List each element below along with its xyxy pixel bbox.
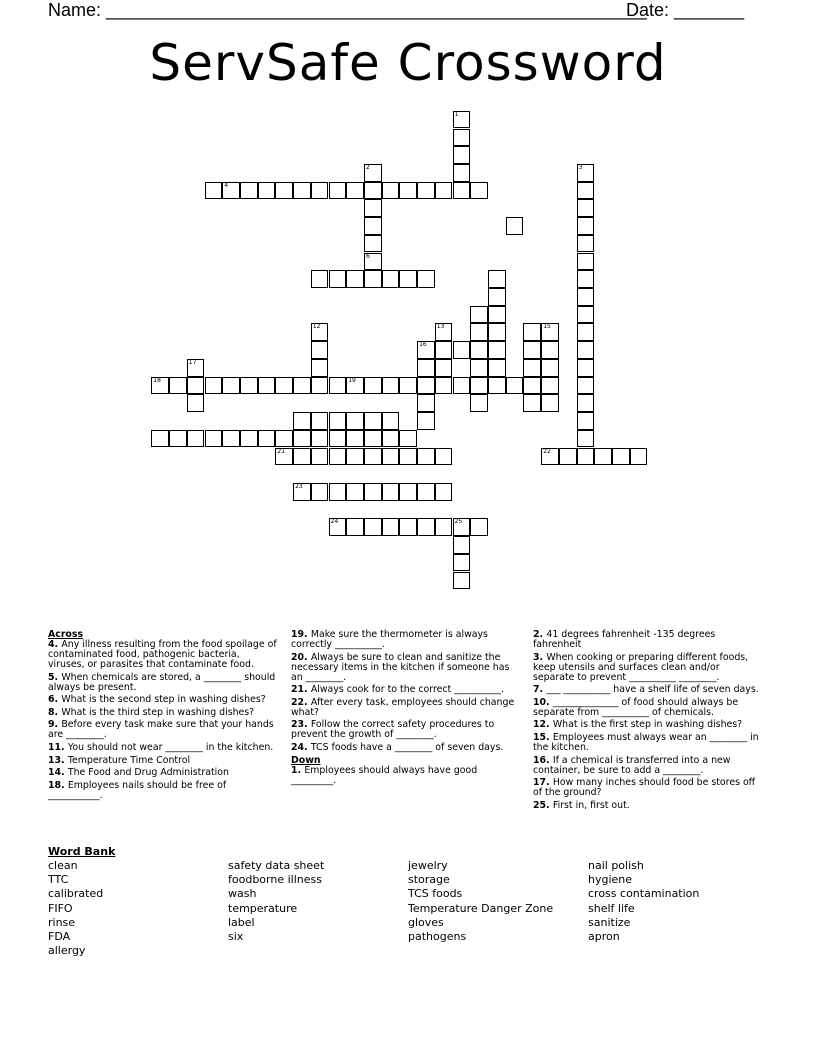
crossword-cell[interactable]	[488, 270, 506, 288]
crossword-cell[interactable]	[506, 377, 524, 395]
clue-number: 25.	[533, 799, 553, 811]
crossword-cell[interactable]	[470, 323, 488, 341]
word-bank-column	[228, 859, 324, 944]
crossword-cell[interactable]	[417, 448, 435, 466]
clue-number: 16.	[533, 754, 553, 766]
word-bank-title: Word Bank	[48, 845, 116, 858]
clue-text: After every task, employees should change what?	[291, 696, 515, 718]
clue-item	[48, 743, 278, 753]
word-bank-item: rinse	[48, 915, 76, 929]
clue-text: The Food and Drug Administration	[67, 767, 229, 779]
page-title: ServSafe Crossword	[149, 34, 667, 92]
crossword-cell[interactable]	[577, 323, 595, 341]
word-bank-item: wash	[228, 887, 257, 901]
crossword-cell[interactable]	[364, 182, 382, 200]
clue-item	[533, 733, 763, 753]
crossword-cell[interactable]	[346, 377, 364, 395]
crossword-cell[interactable]	[329, 270, 347, 288]
crossword-cell[interactable]	[382, 182, 400, 200]
crossword-cell[interactable]	[541, 448, 559, 466]
crossword-cell[interactable]	[453, 182, 471, 200]
crossword-cell[interactable]	[577, 270, 595, 288]
clue-item	[533, 756, 763, 776]
crossword-cell[interactable]	[240, 377, 258, 395]
crossword-cell[interactable]	[417, 377, 435, 395]
crossword-cell[interactable]	[329, 412, 347, 430]
word-bank-item: six	[228, 930, 244, 944]
clue-number: 14.	[48, 767, 68, 779]
clue-number: 23.	[291, 719, 311, 731]
clue-number: 10.	[533, 696, 553, 708]
crossword-cell[interactable]	[417, 182, 435, 200]
clue-number-label: 2	[366, 164, 370, 171]
crossword-cell[interactable]	[577, 377, 595, 395]
crossword-cell[interactable]	[577, 341, 595, 359]
clue-number-label: 19	[348, 376, 356, 384]
crossword-cell[interactable]	[329, 483, 347, 501]
crossword-cell[interactable]	[399, 483, 417, 501]
crossword-cell[interactable]	[453, 536, 471, 554]
crossword-cell[interactable]	[382, 430, 400, 448]
crossword-cell[interactable]	[399, 518, 417, 536]
word-bank-item: FDA	[48, 930, 71, 944]
crossword-cell[interactable]	[346, 182, 364, 200]
crossword-cell[interactable]	[488, 288, 506, 306]
clue-item	[48, 708, 278, 718]
clue-number: 7.	[533, 684, 547, 696]
clue-text: What is the second step in washing dishes?	[61, 694, 266, 706]
clue-number-label: 25	[454, 518, 463, 526]
crossword-cell[interactable]	[329, 518, 347, 536]
crossword-cell[interactable]	[364, 483, 382, 501]
crossword-cell[interactable]	[577, 412, 595, 430]
clue-text: ___ __________ have a shelf life of seven days.	[546, 684, 759, 696]
crossword-cell[interactable]	[293, 182, 311, 200]
crossword-cell[interactable]	[488, 359, 506, 377]
clue-item	[48, 640, 278, 670]
crossword-cell[interactable]	[523, 359, 541, 377]
clue-number-label: 12	[312, 323, 321, 331]
clue-number-label: 17	[188, 358, 197, 366]
crossword-cell[interactable]	[382, 448, 400, 466]
clue-item	[533, 778, 763, 798]
clue-number-label: 22	[543, 447, 551, 455]
clue-number-label: 1	[454, 110, 459, 118]
word-bank-item: sanitize	[588, 915, 631, 929]
clue-item	[291, 743, 521, 753]
crossword-cell[interactable]	[541, 377, 559, 395]
clue-number-label: 23	[295, 482, 303, 490]
crossword-cell[interactable]	[630, 448, 648, 466]
word-bank-item: shelf life	[588, 901, 635, 915]
crossword-cell[interactable]	[293, 483, 311, 501]
crossword-cell[interactable]	[577, 288, 595, 306]
crossword-cell[interactable]	[453, 111, 471, 129]
clue-text: Any illness resulting from the food spoilage of contaminated food, pathogenic bacteria, viruses, or parasites that contaminate food.	[48, 639, 277, 670]
crossword-cell[interactable]	[382, 518, 400, 536]
clue-number: 5.	[48, 671, 62, 683]
crossword-cell[interactable]	[399, 448, 417, 466]
crossword-cell[interactable]	[311, 182, 329, 200]
crossword-cell[interactable]	[222, 377, 240, 395]
down-heading: Down	[291, 754, 321, 766]
crossword-cell[interactable]	[577, 448, 595, 466]
crossword-cell[interactable]	[470, 306, 488, 324]
crossword-cell[interactable]	[523, 394, 541, 412]
crossword-cell[interactable]	[417, 412, 435, 430]
crossword-cell[interactable]	[435, 182, 453, 200]
clue-number: 20.	[291, 651, 311, 663]
clue-number-label: 18	[153, 376, 161, 384]
crossword-cell[interactable]	[541, 359, 559, 377]
crossword-cell[interactable]	[187, 377, 205, 395]
crossword-cell[interactable]	[329, 377, 347, 395]
crossword-cell[interactable]	[399, 430, 417, 448]
crossword-cell[interactable]	[275, 377, 293, 395]
crossword-cell[interactable]	[453, 572, 471, 590]
clue-item	[533, 630, 763, 650]
crossword-cell[interactable]	[311, 341, 329, 359]
crossword-cell[interactable]	[169, 377, 187, 395]
clue-item	[48, 673, 278, 693]
clue-number-label: 21	[277, 447, 286, 455]
clue-number: 22.	[291, 696, 311, 708]
crossword-cell[interactable]	[258, 430, 276, 448]
word-bank-item: apron	[588, 930, 620, 944]
crossword-cell[interactable]	[594, 448, 612, 466]
word-bank-item: FIFO	[48, 901, 73, 915]
crossword-cell[interactable]	[506, 217, 524, 235]
clue-number: 21.	[291, 684, 311, 696]
clue-number-label: 16	[419, 341, 427, 349]
word-bank-column	[408, 859, 553, 944]
crossword-cell[interactable]	[577, 253, 595, 271]
crossword-cell[interactable]	[275, 448, 293, 466]
crossword-cell[interactable]	[205, 430, 223, 448]
word-bank-item: TCS foods	[408, 887, 463, 901]
crossword-cell[interactable]	[258, 377, 276, 395]
crossword-cell[interactable]	[577, 394, 595, 412]
date-field-label: Date: _______	[626, 0, 745, 20]
crossword-cell[interactable]	[364, 217, 382, 235]
crossword-cell[interactable]	[311, 323, 329, 341]
crossword-cell[interactable]	[382, 483, 400, 501]
word-bank-item: hygiene	[588, 873, 633, 887]
crossword-cell[interactable]	[258, 182, 276, 200]
clue-item	[291, 653, 521, 683]
crossword-cell[interactable]	[364, 253, 382, 271]
clue-number: 18.	[48, 779, 68, 791]
crossword-cell[interactable]	[382, 412, 400, 430]
clue-text: Temperature Time Control	[67, 754, 191, 766]
clues-column-1	[48, 630, 278, 803]
crossword-cell[interactable]	[523, 323, 541, 341]
crossword-cell[interactable]	[453, 129, 471, 147]
crossword-cell[interactable]	[453, 146, 471, 164]
crossword-cell[interactable]	[151, 377, 169, 395]
clue-item	[48, 720, 278, 740]
clue-item	[48, 756, 278, 766]
clue-item	[533, 653, 763, 683]
crossword-cell[interactable]	[399, 182, 417, 200]
clue-number-label: 13	[436, 323, 445, 331]
word-bank-item: jewelry	[408, 859, 448, 872]
crossword-cell[interactable]	[435, 323, 453, 341]
clues-column-2	[291, 630, 521, 788]
crossword-cell[interactable]	[205, 377, 223, 395]
word-bank-item: gloves	[408, 915, 444, 929]
crossword-cell[interactable]	[364, 199, 382, 217]
clue-item	[533, 698, 763, 718]
crossword-cell[interactable]	[346, 270, 364, 288]
crossword-cell[interactable]	[453, 554, 471, 572]
clue-text: When chemicals are stored, a ________ should always be present.	[48, 671, 276, 693]
crossword-cell[interactable]	[577, 430, 595, 448]
crossword-cell[interactable]	[293, 377, 311, 395]
crossword-cell[interactable]	[222, 182, 240, 200]
crossword-cell[interactable]	[488, 341, 506, 359]
clue-item	[291, 720, 521, 740]
crossword-cell[interactable]	[311, 359, 329, 377]
crossword-cell[interactable]	[364, 377, 382, 395]
crossword-cell[interactable]	[151, 430, 169, 448]
word-bank-item: foodborne illness	[228, 873, 322, 887]
crossword-cell[interactable]	[187, 394, 205, 412]
word-bank-item: allergy	[48, 944, 86, 958]
crossword-cell[interactable]	[577, 182, 595, 200]
crossword-cell[interactable]	[523, 341, 541, 359]
word-bank-item: TTC	[48, 873, 69, 887]
crossword-cell[interactable]	[470, 394, 488, 412]
clue-number-label: 6	[366, 252, 370, 260]
crossword-cell[interactable]	[417, 359, 435, 377]
crossword-cell[interactable]	[311, 270, 329, 288]
word-bank-item: label	[228, 915, 255, 929]
crossword-cell[interactable]	[435, 359, 453, 377]
clues-column-3	[533, 630, 763, 813]
crossword-cell[interactable]	[240, 182, 258, 200]
clue-text: Employees should always have good _________.	[291, 764, 478, 786]
crossword-cell[interactable]	[346, 518, 364, 536]
clue-number: 12.	[533, 719, 553, 731]
crossword-cell[interactable]	[364, 235, 382, 253]
clue-number: 1.	[291, 764, 305, 776]
crossword-cell[interactable]	[399, 377, 417, 395]
crossword-cell[interactable]	[311, 483, 329, 501]
word-bank-item: nail polish	[588, 859, 644, 872]
crossword-cell[interactable]	[577, 359, 595, 377]
crossword-cell[interactable]	[541, 323, 559, 341]
clue-text: When cooking or preparing different foods, keep utensils and surfaces clean and/or separate to prevent __________ ________.	[533, 651, 749, 683]
crossword-cell[interactable]	[311, 430, 329, 448]
word-bank-item: temperature	[228, 901, 298, 915]
clue-number: 9.	[48, 719, 62, 731]
clue-item	[48, 768, 278, 778]
clue-number: 6.	[48, 694, 62, 706]
crossword-cell[interactable]	[470, 377, 488, 395]
clue-text: Employees must always wear an ________ in the kitchen.	[533, 731, 759, 753]
clue-number-label: 4	[224, 181, 229, 189]
crossword-cell[interactable]	[346, 483, 364, 501]
clue-number: 8.	[48, 706, 62, 718]
crossword-cell[interactable]	[453, 377, 471, 395]
clue-number: 4.	[48, 639, 62, 650]
crossword-cell[interactable]	[222, 430, 240, 448]
crossword-cell[interactable]	[488, 377, 506, 395]
crossword-cell[interactable]	[293, 412, 311, 430]
crossword-cell[interactable]	[417, 270, 435, 288]
clue-text: ______________ of food should always be separate from __________ of chemicals.	[533, 696, 739, 718]
crossword-cell[interactable]	[417, 341, 435, 359]
crossword-cell[interactable]	[453, 341, 471, 359]
clue-number: 3.	[533, 651, 547, 663]
clue-item	[48, 781, 278, 801]
crossword-cell[interactable]	[417, 483, 435, 501]
clue-text: If a chemical is transferred into a new container, be sure to add a ________.	[533, 754, 731, 776]
crossword-cell[interactable]	[470, 341, 488, 359]
clue-number-label: 3	[578, 164, 583, 171]
crossword-cell[interactable]	[293, 430, 311, 448]
clue-number: 15.	[533, 731, 553, 743]
crossword-cell[interactable]	[453, 518, 471, 536]
crossword-cell[interactable]	[329, 182, 347, 200]
word-bank-item: storage	[408, 873, 450, 887]
clue-number-label: 15	[543, 323, 551, 331]
clue-text: TCS foods have a ________ of seven days.	[310, 741, 504, 753]
crossword-cell[interactable]	[417, 518, 435, 536]
clue-item	[291, 698, 521, 718]
crossword-cell[interactable]	[577, 306, 595, 324]
clue-text: Always be sure to clean and sanitize the necessary items in the kitchen if someone has an ________.	[291, 651, 510, 683]
clue-item	[533, 685, 763, 695]
crossword-cell[interactable]	[364, 270, 382, 288]
crossword-cell[interactable]	[435, 448, 453, 466]
crossword-cell[interactable]	[364, 412, 382, 430]
crossword-cell[interactable]	[435, 341, 453, 359]
clue-text: You should not wear ________ in the kitchen.	[67, 741, 274, 753]
word-bank-item: safety data sheet	[228, 859, 325, 872]
crossword-cell[interactable]	[329, 448, 347, 466]
crossword-cell[interactable]	[346, 448, 364, 466]
crossword-cell[interactable]	[435, 483, 453, 501]
crossword-cell[interactable]	[364, 164, 382, 182]
word-bank-column	[588, 859, 699, 944]
crossword-cell[interactable]	[275, 430, 293, 448]
word-bank-item: calibrated	[48, 887, 104, 901]
crossword-cell[interactable]	[329, 430, 347, 448]
clue-text: What is the third step in washing dishes?	[61, 706, 255, 718]
word-bank-item: cross contamination	[588, 887, 700, 901]
crossword-cell[interactable]	[417, 394, 435, 412]
crossword-cell[interactable]	[311, 448, 329, 466]
crossword-cell[interactable]	[187, 359, 205, 377]
crossword-cell[interactable]	[346, 430, 364, 448]
clue-text: Always cook for to the correct __________.	[310, 684, 505, 696]
crossword-cell[interactable]	[435, 377, 453, 395]
clue-text: Follow the correct safety procedures to prevent the growth of ________.	[291, 719, 495, 741]
clue-text: Before every task make sure that your hands are ________.	[48, 719, 274, 741]
across-heading: Across	[48, 629, 84, 640]
clue-item	[533, 801, 763, 811]
crossword-cell[interactable]	[169, 430, 187, 448]
word-bank-item: clean	[48, 859, 78, 872]
clue-text: 41 degrees fahrenheit -135 degrees fahrenheit	[533, 629, 716, 650]
crossword-cell[interactable]	[364, 518, 382, 536]
crossword-cell[interactable]	[364, 448, 382, 466]
clue-text: What is the first step in washing dishes?	[552, 719, 743, 731]
crossword-cell[interactable]	[541, 341, 559, 359]
crossword-cell[interactable]	[311, 377, 329, 395]
crossword-cell[interactable]	[470, 359, 488, 377]
crossword-cell[interactable]	[577, 217, 595, 235]
crossword-cell[interactable]	[293, 448, 311, 466]
word-bank-item: Temperature Danger Zone	[408, 901, 554, 915]
clue-number: 17.	[533, 777, 553, 789]
crossword-cell[interactable]	[559, 448, 577, 466]
clue-item	[291, 630, 521, 650]
clue-number: 19.	[291, 629, 311, 640]
crossword-cell[interactable]	[453, 164, 471, 182]
clue-text: First in, first out.	[552, 799, 630, 811]
clue-item	[291, 766, 521, 786]
crossword-cell[interactable]	[523, 377, 541, 395]
crossword-cell[interactable]	[187, 430, 205, 448]
clue-number-label: 24	[330, 518, 339, 526]
clue-text: Make sure the thermometer is always correctly __________.	[291, 629, 488, 650]
crossword-cell[interactable]	[612, 448, 630, 466]
crossword-cell[interactable]	[435, 518, 453, 536]
clue-item	[291, 685, 521, 695]
crossword-cell[interactable]	[488, 306, 506, 324]
crossword-cell[interactable]	[470, 518, 488, 536]
crossword-cell[interactable]	[577, 199, 595, 217]
clue-item	[533, 720, 763, 730]
crossword-cell[interactable]	[240, 430, 258, 448]
clue-number: 13.	[48, 754, 68, 766]
crossword-cell[interactable]	[205, 182, 223, 200]
crossword-cell[interactable]	[346, 412, 364, 430]
clue-item	[48, 695, 278, 705]
crossword-cell[interactable]	[275, 182, 293, 200]
clue-text: How many inches should food be stores off of the ground?	[533, 777, 756, 799]
crossword-cell[interactable]	[382, 270, 400, 288]
name-field-label: Name: ______________________________________________________	[48, 0, 647, 20]
clue-number: 2.	[533, 629, 547, 640]
word-bank-item: pathogens	[408, 930, 467, 944]
word-bank-column	[48, 859, 103, 958]
clue-number: 11.	[48, 741, 68, 753]
clue-number: 24.	[291, 741, 311, 753]
crossword-cell[interactable]	[399, 270, 417, 288]
crossword-cell[interactable]	[311, 412, 329, 430]
crossword-cell[interactable]	[577, 235, 595, 253]
crossword-cell[interactable]	[541, 394, 559, 412]
clue-text: Employees nails should be free of ___________.	[48, 779, 227, 801]
crossword-cell[interactable]	[577, 164, 595, 182]
crossword-cell[interactable]	[382, 377, 400, 395]
crossword-cell[interactable]	[364, 430, 382, 448]
crossword-cell[interactable]	[488, 323, 506, 341]
crossword-cell[interactable]	[470, 182, 488, 200]
